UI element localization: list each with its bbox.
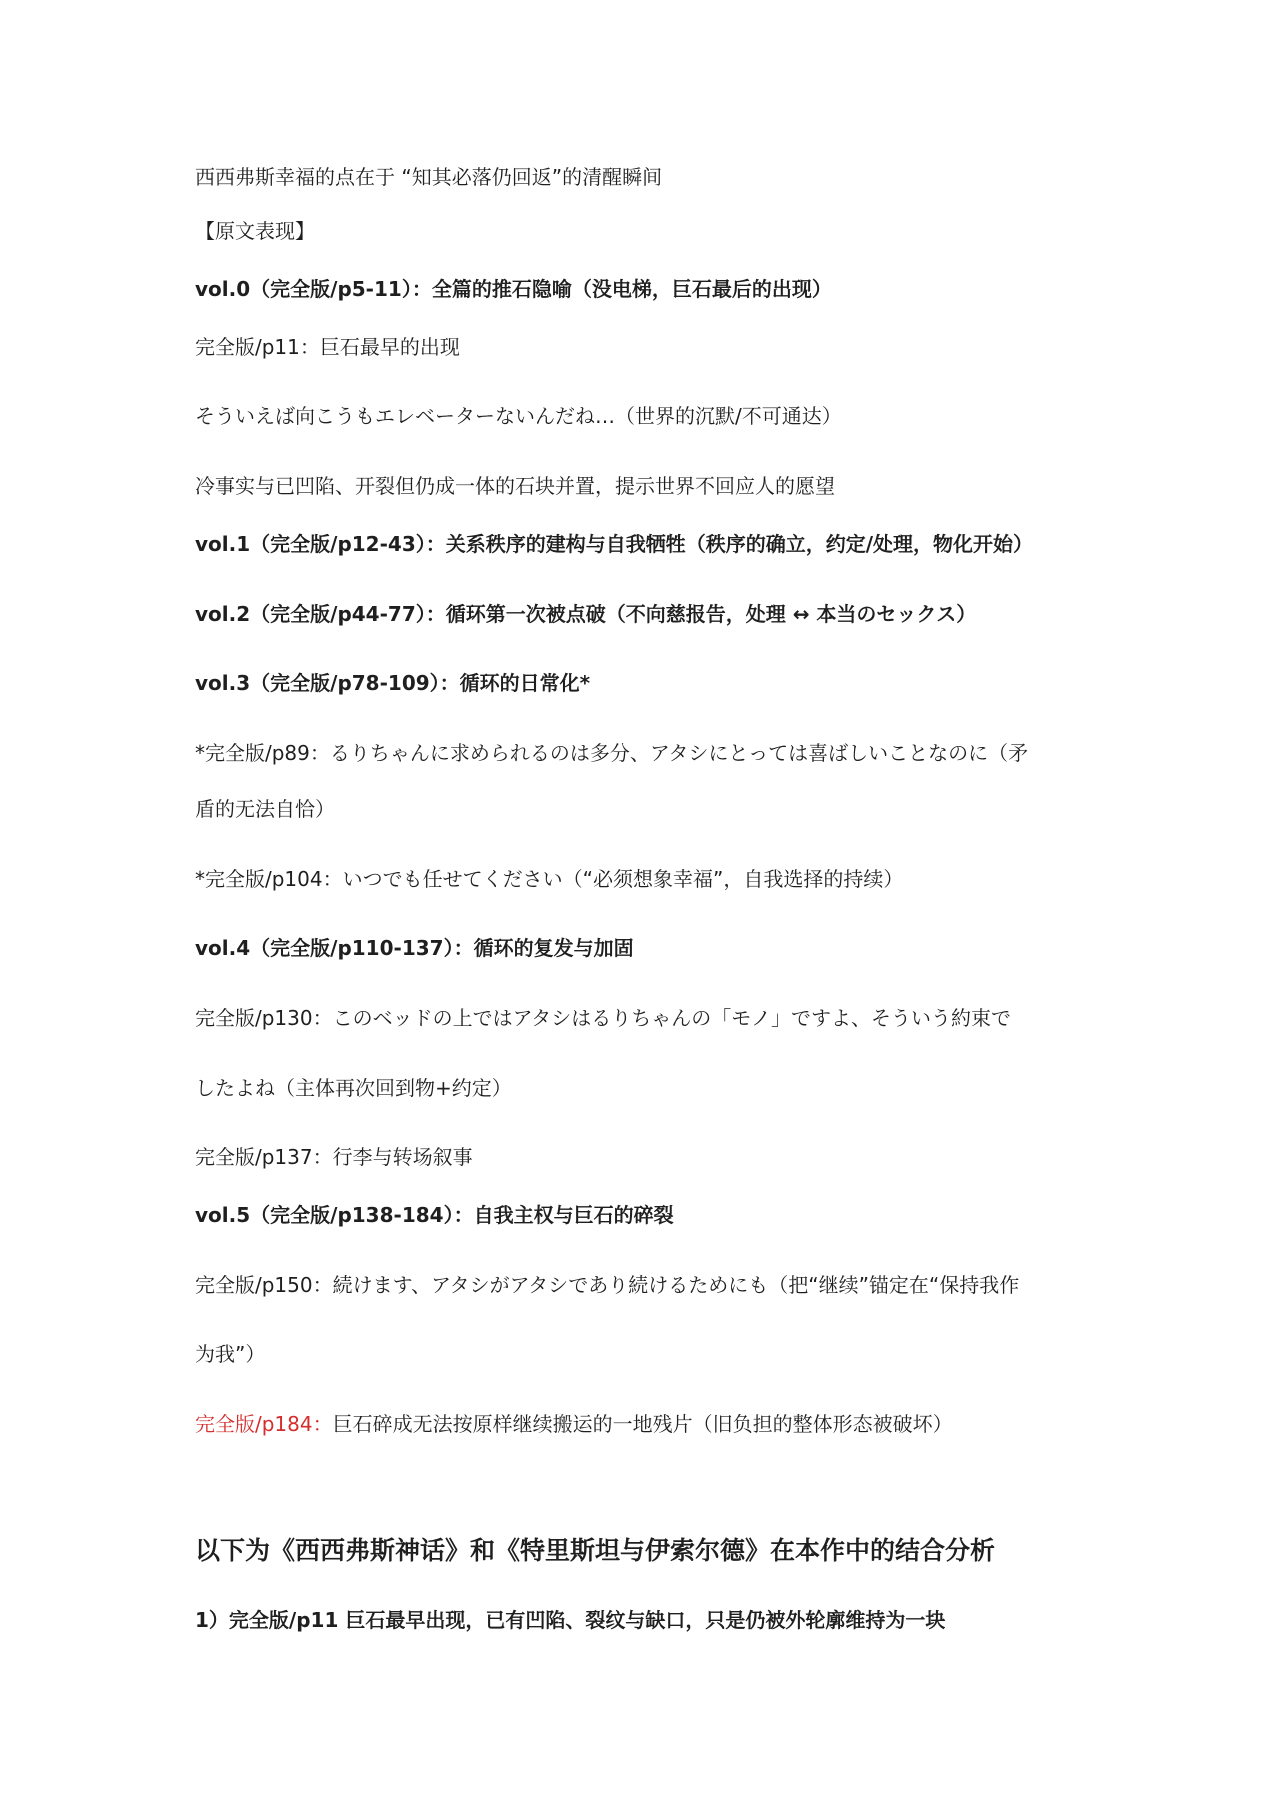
p184-line bbox=[195, 1410, 1095, 1438]
p184-text: 巨石碎成无法按原样继续搬运的一地残片（旧负担的整体形态被破坏） bbox=[332, 1412, 953, 1436]
intro-line: 西西弗斯幸福的点在于 “知其必落仍回返”的清醒瞬间 bbox=[195, 165, 663, 189]
p130-quote: 完全版/p130：このベッドの上ではアタシはるりちゃんの「モノ」ですよ、そういう約束で bbox=[195, 1006, 1012, 1030]
section-label: 【原文表现】 bbox=[195, 219, 315, 243]
p150-quote: 完全版/p150：続けます、アタシがアタシであり続けるためにも（把“继续”锚定在“保持我作 bbox=[195, 1273, 1020, 1297]
vol0-heading: vol.0（完全版/p5-11）：全篇的推石隐喻（没电梯，巨石最后的出现） bbox=[195, 277, 832, 301]
vol1-heading: vol.1（完全版/p12-43）：关系秩序的建构与自我牺牲（秩序的确立，约定/处理，物化开始） bbox=[195, 532, 1034, 556]
p11-quote: そういえば向こうもエレベーターないんだね…（世界的沉默/不可通达） bbox=[195, 404, 842, 428]
p184-label: 完全版/p184： bbox=[195, 1412, 333, 1436]
p11-analysis: 冷事实与已凹陷、开裂但仍成一体的石块并置，提示世界不回应人的愿望 bbox=[195, 474, 835, 498]
p89-quote-cont: 盾的无法自恰） bbox=[195, 797, 335, 821]
p11-note: 完全版/p11：巨石最早的出现 bbox=[195, 335, 460, 359]
vol5-heading: vol.5（完全版/p138-184）：自我主权与巨石的碎裂 bbox=[195, 1203, 674, 1227]
vol2-heading: vol.2（完全版/p44-77）：循环第一次被点破（不向慈报告，处理 ↔ 本当のセックス） bbox=[195, 602, 977, 626]
p104-quote: *完全版/p104：いつでも任せてください（“必须想象幸福”，自我选择的持续） bbox=[195, 867, 904, 891]
p89-quote: *完全版/p89：るりちゃんに求められるのは多分、アタシにとっては喜ばしいことなのに（矛 bbox=[195, 741, 1029, 765]
p137-note: 完全版/p137：行李与转场叙事 bbox=[195, 1145, 473, 1169]
p130-quote-cont: したよね（主体再次回到物+约定） bbox=[195, 1076, 512, 1100]
analysis-point-1: 1）完全版/p11 巨石最早出现，已有凹陷、裂纹与缺口，只是仍被外轮廓维持为一块 bbox=[195, 1608, 946, 1632]
vol4-heading: vol.4（完全版/p110-137）：循环的复发与加固 bbox=[195, 936, 634, 960]
vol3-heading: vol.3（完全版/p78-109）：循环的日常化* bbox=[195, 671, 591, 695]
p150-quote-cont: 为我”） bbox=[195, 1342, 266, 1366]
analysis-heading: 以下为《西西弗斯神话》和《特里斯坦与伊索尔德》在本作中的结合分析 bbox=[195, 1536, 996, 1565]
